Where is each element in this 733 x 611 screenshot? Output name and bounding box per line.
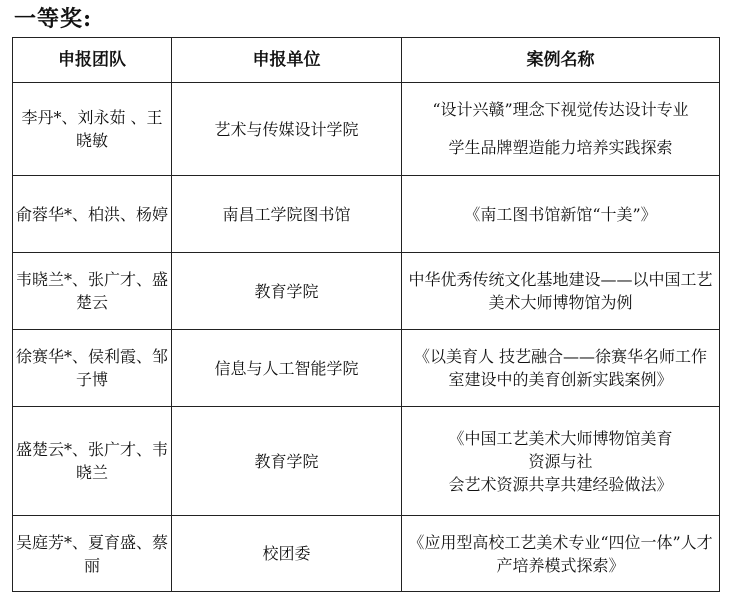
award-table (12, 37, 720, 592)
header-unit: 申报单位 (172, 38, 402, 83)
case-name: 《应用型高校工艺美术专业“四位一体”人才产培养模式探索》 (408, 532, 713, 575)
team-cell: 俞蓉华*、柏洪、杨婷 (13, 176, 172, 253)
case-name: 《南工图书馆新馆“十美”》 (464, 204, 657, 224)
case-name: “设计兴赣”理念下视觉传达设计专业 学生品牌塑造能力培养实践探索 (432, 100, 689, 157)
table-row (13, 407, 720, 516)
case-cell (402, 176, 720, 253)
team-cell: 韦晓兰*、张广才、盛楚云 (13, 253, 172, 330)
team-cell: 徐赛华*、侯利霞、邹子博 (13, 330, 172, 407)
case-name: 《中国工艺美术大师博物馆美育 资源与社 会艺术资源共享共建经验做法》 (448, 428, 673, 494)
table-row (13, 330, 720, 407)
header-team: 申报团队 (13, 38, 172, 83)
case-cell (402, 407, 720, 516)
header-case: 案例名称 (402, 38, 720, 83)
case-cell (402, 83, 720, 176)
unit-cell: 教育学院 (172, 253, 402, 330)
team-cell: 李丹*、刘永茹 、王晓敏 (13, 83, 172, 176)
award-heading: 一等奖: (14, 6, 93, 32)
team-cell: 吴庭芳*、夏育盛、蔡丽 (13, 516, 172, 592)
table-row (13, 253, 720, 330)
case-cell (402, 330, 720, 407)
case-name: 《以美育人 技艺融合——徐赛华名师工作室建设中的美育创新实践案例》 (413, 347, 708, 389)
unit-cell: 南昌工学院图书馆 (172, 176, 402, 253)
unit-cell: 教育学院 (172, 407, 402, 516)
case-name: 中华优秀传统文化基地建设——以中国工艺美术大师博物馆为例 (408, 270, 713, 312)
table-row (13, 83, 720, 176)
table-header-row (13, 38, 720, 83)
case-cell (402, 516, 720, 592)
table-row (13, 176, 720, 253)
unit-cell: 信息与人工智能学院 (172, 330, 402, 407)
team-cell: 盛楚云*、张广才、韦晓兰 (13, 407, 172, 516)
case-cell (402, 253, 720, 330)
table-row (13, 516, 720, 592)
unit-cell: 校团委 (172, 516, 402, 592)
unit-cell: 艺术与传媒设计学院 (172, 83, 402, 176)
